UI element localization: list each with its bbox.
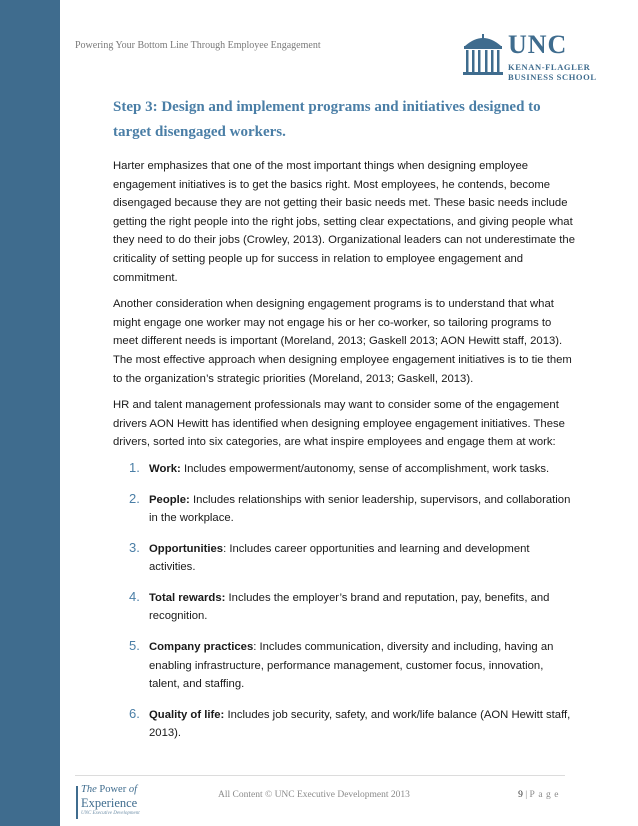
list-item-work — [113, 460, 577, 479]
logo-unc-text: UNC — [508, 30, 568, 59]
footer-copyright: All Content © UNC Executive Development 2013 — [218, 790, 410, 800]
power-of-experience-logo — [76, 784, 166, 822]
list-item-company-practices — [113, 638, 577, 694]
logo-school-name — [508, 62, 597, 82]
list-text: Includes the employer’s brand and reputation, pay, benefits, and recognition. — [149, 591, 550, 623]
paragraph-1: Harter emphasizes that one of the most important things when designing employee engagement initiatives is to get the basics right. Most employees, he contends, become disengaged because they are not getting their basic needs met. These basic needs include getting the right people into the right jobs, setting clear expectations, and giving people what they need to do their jobs (Crowley, 2013). Organizational leaders can not underestimate the criticality of setting people up for success in relation to employee engagement and commitment. — [113, 160, 575, 284]
list-text: Includes job security, safety, and work/life balance (AON Hewitt staff, 2013). — [149, 708, 571, 740]
unc-kenan-flagler-logo — [462, 30, 612, 82]
footer-logo-line-1: The Power of — [81, 784, 138, 795]
paragraph-3: HR and talent management professionals may want to consider some of the engagement drivers AON Hewitt has identified when designing employee engagement initiatives. These drivers, sorted into six categories, are what inspire employees and engage them at work: — [113, 399, 565, 449]
footer-divider — [75, 775, 565, 776]
list-term: Work: — [149, 462, 181, 475]
page-number — [518, 790, 562, 800]
list-item-opportunities — [113, 540, 577, 577]
engagement-drivers-list — [113, 460, 577, 743]
footer-logo-line-2: Experience — [81, 796, 138, 810]
list-term: Quality of life: — [149, 708, 225, 721]
list-item-quality-of-life — [113, 706, 577, 743]
body-content — [113, 157, 577, 755]
running-header: Powering Your Bottom Line Through Employee Engagement — [75, 40, 321, 51]
footer-logo-line-3: UNC Executive Development — [81, 811, 140, 816]
list-text: Includes relationships with senior leadership, supervisors, and collaboration in the workplace. — [149, 493, 571, 525]
old-well-icon — [462, 32, 504, 78]
section-heading: Step 3: Design and implement programs and initiatives designed to target disengaged workers. — [113, 99, 541, 140]
list-text: Includes empowerment/autonomy, sense of accomplishment, work tasks. — [180, 462, 550, 475]
list-number: 1. — [129, 459, 140, 475]
list-number: 6. — [129, 705, 140, 721]
list-text: : Includes communication, diversity and including, having an enabling infrastructure, performance management, customer focus, innovation, talent, and staffing. — [149, 641, 554, 691]
list-item-people — [113, 491, 577, 528]
logo-line-2: BUSINESS SCHOOL — [508, 72, 597, 82]
logo-line-1: KENAN-FLAGLER — [508, 62, 591, 72]
page-word: Page — [529, 790, 562, 800]
list-term: Opportunities — [149, 542, 224, 555]
list-item-total-rewards — [113, 589, 577, 626]
footer-logo-bar — [76, 786, 78, 819]
paragraph-2: Another consideration when designing engagement programs is to understand that what might engage one worker may not engage his or her co-worker, so tailoring programs to meet different needs is important (Moreland, 2013; Gaskell 2013; AON Hewitt staff, 2013). The most effective approach when designing employee engagement initiatives is to tie them to the organization’s strategic priorities (Moreland, 2013; Gaskell, 2013). — [113, 298, 572, 385]
page-number-value: 9 — [518, 790, 523, 800]
list-term: Company practices — [149, 641, 254, 654]
page-separator: | — [522, 790, 530, 800]
list-number: 2. — [129, 490, 140, 506]
list-term: Total rewards: — [149, 591, 226, 604]
list-number: 5. — [129, 638, 140, 654]
list-text: : Includes career opportunities and learning and development activities. — [149, 542, 530, 574]
list-number: 3. — [129, 539, 140, 555]
list-number: 4. — [129, 588, 140, 604]
left-sidebar-band — [0, 0, 60, 826]
list-term: People: — [149, 493, 190, 506]
